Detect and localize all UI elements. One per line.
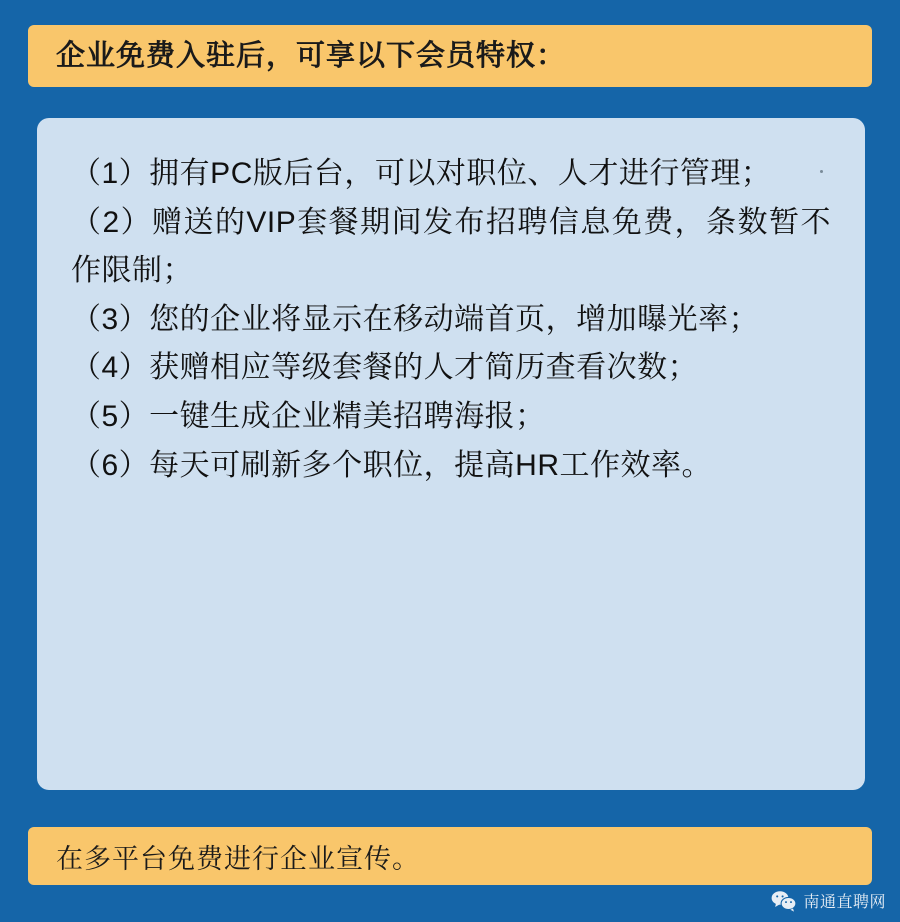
benefits-card [37, 118, 865, 790]
wechat-account-name: 南通直聘网 [803, 894, 886, 911]
wechat-watermark [771, 889, 886, 912]
benefit-item: （1）拥有PC版后台，可以对职位、人才进行管理； [71, 157, 772, 190]
dot-mark [820, 170, 823, 173]
benefit-item: （3）您的企业将显示在移动端首页，增加曝光率； [71, 302, 760, 336]
benefit-item: （2）赠送的VIP套餐期间发布招聘信息免费，条数暂不作限制； [71, 205, 831, 288]
header-title: 企业免费入驻后，可享以下会员特权： [56, 39, 567, 72]
header-banner [28, 25, 872, 87]
benefit-item: （6）每天可刷新多个职位，提高HR工作效率。 [71, 448, 713, 482]
wechat-icon [771, 890, 797, 912]
benefit-item: （5）一键生成企业精美招聘海报； [71, 399, 546, 433]
benefit-item: （4）获赠相应等级套餐的人才简历查看次数； [71, 351, 699, 385]
footer-text: 在多平台免费进行企业宣传。 [56, 843, 420, 874]
footer-banner [28, 827, 872, 885]
